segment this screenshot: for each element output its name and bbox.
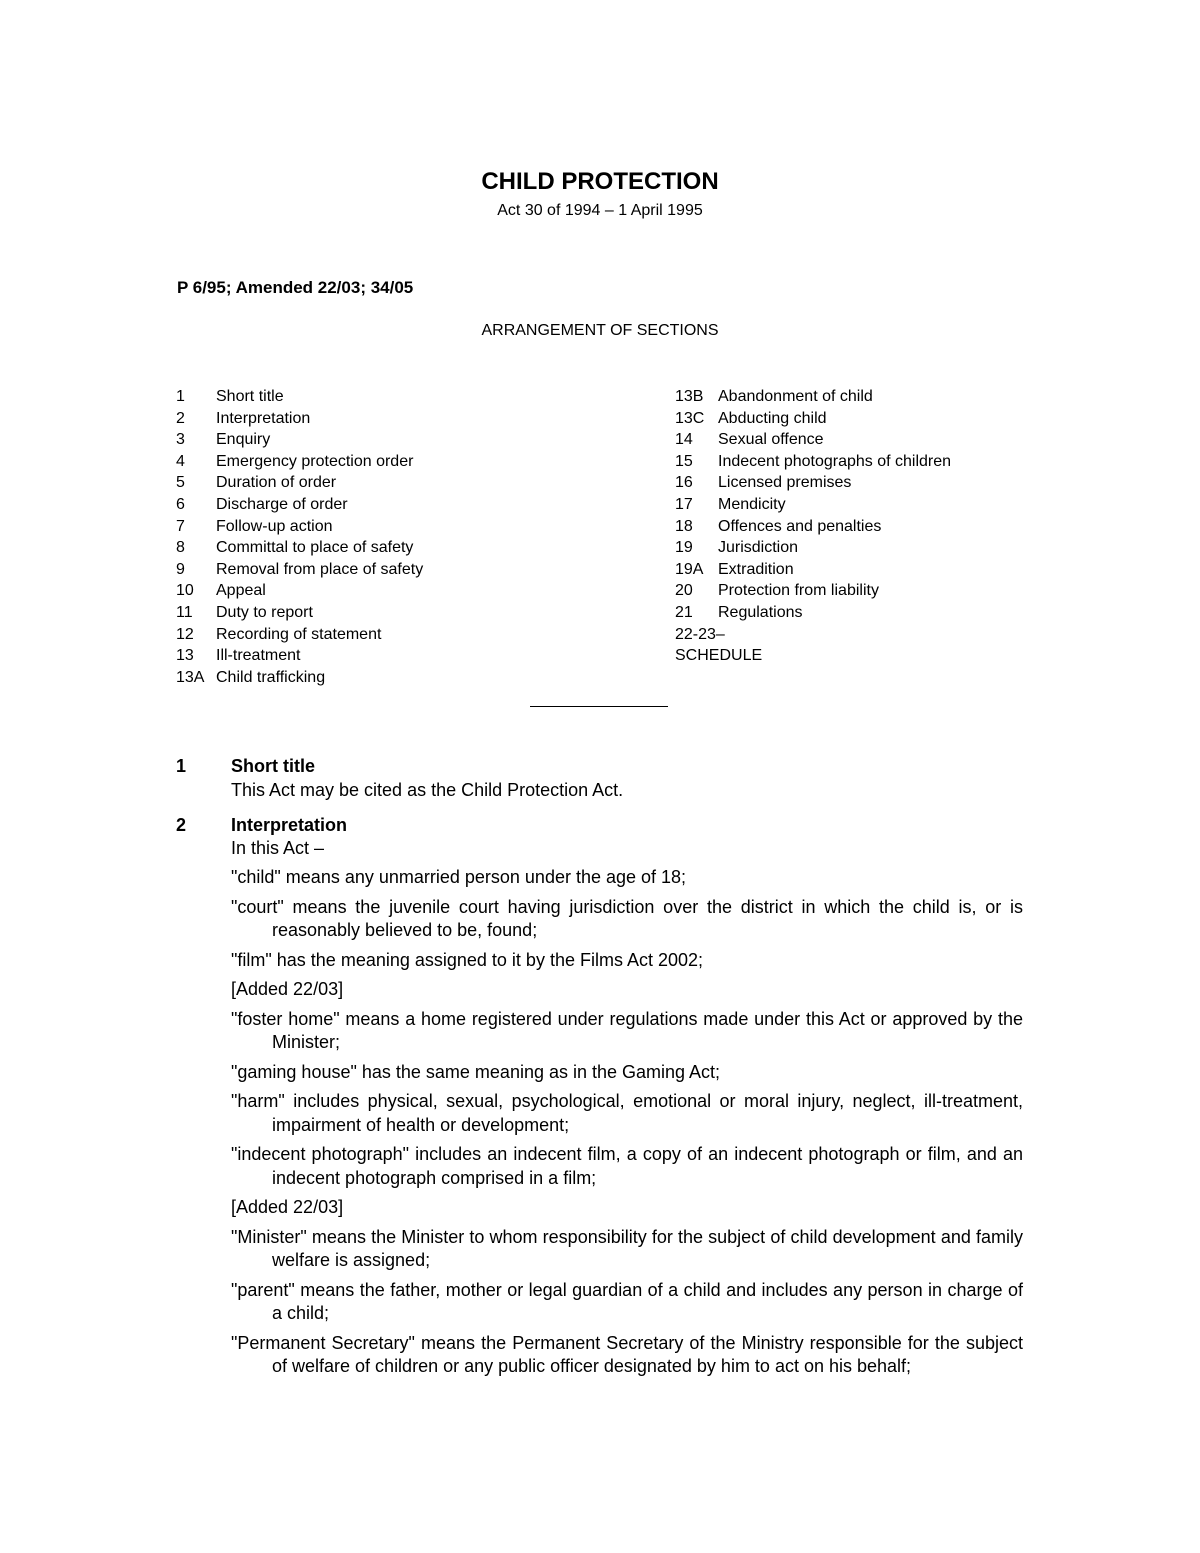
- toc-number: 18: [675, 517, 693, 535]
- act-subtitle: Act 30 of 1994 – 1 April 1995: [497, 202, 703, 219]
- toc-item: [675, 516, 951, 538]
- toc-number: 19: [675, 539, 693, 557]
- toc-item: [675, 602, 951, 624]
- toc-number: 11: [176, 603, 193, 621]
- toc-label: Child trafficking: [216, 668, 326, 686]
- section-1-number: 1: [176, 756, 187, 776]
- toc-item: [675, 494, 951, 516]
- toc-number: 13B: [675, 388, 704, 405]
- toc-label: Duration of order: [216, 474, 337, 492]
- toc-number: 2: [176, 409, 185, 427]
- toc-right-column: [675, 386, 951, 667]
- toc-number: 12: [176, 625, 194, 643]
- toc-number: 14: [675, 431, 693, 449]
- toc-number: 21: [675, 603, 693, 621]
- toc-number: 7: [176, 517, 185, 535]
- toc-number: 6: [176, 495, 185, 513]
- toc-label: Emergency protection order: [216, 452, 414, 470]
- toc-label: Sexual offence: [718, 431, 824, 449]
- toc-item: [176, 645, 423, 667]
- definition-item: "child" means any unmarried person under the age of 18;: [231, 867, 687, 887]
- toc-item: [176, 408, 423, 430]
- toc-number: 10: [176, 582, 194, 600]
- toc-number: 20: [675, 582, 693, 600]
- toc-item: [675, 429, 951, 451]
- act-title: CHILD PROTECTION: [481, 168, 719, 195]
- toc-label: Duty to report: [216, 603, 313, 621]
- definition-item: "court" means the juvenile court having jurisdiction over the district in which the child is, or is reasonably believed to be, found;: [231, 896, 1023, 940]
- toc-label: Abducting child: [718, 409, 827, 427]
- toc-label: Recording of statement: [216, 625, 382, 643]
- toc-item: [176, 537, 423, 559]
- definition-item: "foster home" means a home registered under regulations made under this Act or approved by the Minister;: [231, 1008, 1023, 1052]
- toc-item: [176, 580, 423, 602]
- toc-item: [675, 645, 951, 667]
- toc-item: [675, 624, 951, 646]
- toc-number: 3: [176, 431, 185, 449]
- toc-number: 16: [675, 474, 693, 492]
- section-2-number: 2: [176, 815, 187, 835]
- toc-number: 15: [675, 452, 693, 470]
- section-2-intro: In this Act –: [231, 838, 325, 858]
- toc-item: [675, 559, 951, 581]
- toc-item: [675, 472, 951, 494]
- toc-number: 17: [675, 495, 693, 513]
- amendment-note: [Added 22/03]: [231, 1197, 344, 1217]
- section-divider: [530, 706, 668, 707]
- definition-item: "film" has the meaning assigned to it by the Films Act 2002;: [231, 949, 704, 970]
- toc-item: [176, 667, 423, 689]
- toc-item: [176, 624, 423, 646]
- definition-item: "harm" includes physical, sexual, psychological, emotional or moral injury, neglect, ill-treatment, impairment of health or development;: [231, 1091, 1023, 1135]
- section-2-title: Interpretation: [231, 815, 348, 835]
- toc-number: 13: [176, 647, 194, 665]
- toc-item: [176, 602, 423, 624]
- toc-label: Follow-up action: [216, 517, 333, 535]
- toc-item: [176, 559, 423, 581]
- toc-number: 19A: [675, 560, 704, 578]
- toc-number: 5: [176, 474, 185, 492]
- definition-item: "indecent photograph" includes an indecent film, a copy of an indecent photograph or film, and an indecent photograph comprised in a film;: [231, 1144, 1023, 1188]
- toc-item: [675, 580, 951, 602]
- toc-left-column: [176, 386, 423, 688]
- toc-number: 13C: [675, 409, 705, 427]
- toc-label: Ill-treatment: [216, 647, 301, 665]
- definition-item: "Permanent Secretary" means the Permanent Secretary of the Ministry responsible for the subject of welfare of children or any public officer designated by him to act on his behalf;: [231, 1332, 1023, 1376]
- toc-label: Enquiry: [216, 431, 271, 449]
- definition-item: "parent" means the father, mother or legal guardian of a child and includes any person in charge of a child;: [231, 1279, 1023, 1323]
- section-1-title: Short title: [231, 756, 315, 776]
- toc-label: Appeal: [216, 582, 266, 600]
- toc-item: [675, 451, 951, 473]
- toc-label: Protection from liability: [718, 582, 879, 600]
- toc-number: 9: [176, 560, 185, 578]
- toc-item: [176, 516, 423, 538]
- toc-label: Regulations: [718, 603, 803, 621]
- toc-number: 13A: [176, 668, 205, 686]
- toc-item: [675, 408, 951, 430]
- toc-label: Indecent photographs of children: [718, 452, 952, 470]
- section-1-text: This Act may be cited as the Child Protection Act.: [231, 780, 624, 800]
- toc-item: [176, 451, 423, 473]
- toc-label: Extradition: [718, 560, 794, 578]
- toc-number: 1: [176, 388, 185, 405]
- toc-item: [176, 429, 423, 451]
- toc-number: 22-23–: [675, 625, 725, 643]
- toc-label: Committal to place of safety: [216, 539, 414, 557]
- toc-number: 8: [176, 539, 185, 557]
- toc-item: [675, 386, 951, 408]
- arrangement-heading: ARRANGEMENT OF SECTIONS: [481, 322, 719, 339]
- toc-label: Abandonment of child: [718, 388, 873, 405]
- amendment-reference: P 6/95; Amended 22/03; 34/05: [177, 278, 414, 297]
- toc-item: [176, 386, 423, 408]
- toc-number: SCHEDULE: [675, 647, 763, 665]
- toc-number: 4: [176, 452, 185, 470]
- definition-item: "gaming house" has the same meaning as in the Gaming Act;: [231, 1061, 721, 1082]
- toc-label: Mendicity: [718, 495, 786, 513]
- toc-item: [675, 537, 951, 559]
- toc-label: Offences and penalties: [718, 517, 882, 535]
- definitions-list: [231, 866, 1023, 1385]
- toc-label: Short title: [216, 388, 284, 405]
- toc-label: Interpretation: [216, 409, 311, 427]
- toc-label: Removal from place of safety: [216, 560, 424, 578]
- toc-item: [176, 494, 423, 516]
- toc-label: Jurisdiction: [718, 539, 799, 557]
- toc-label: Discharge of order: [216, 495, 348, 513]
- amendment-note: [Added 22/03]: [231, 979, 344, 999]
- definition-item: "Minister" means the Minister to whom responsibility for the subject of child development and family welfare is assigned;: [231, 1226, 1023, 1270]
- toc-item: [176, 472, 423, 494]
- toc-label: Licensed premises: [718, 474, 852, 492]
